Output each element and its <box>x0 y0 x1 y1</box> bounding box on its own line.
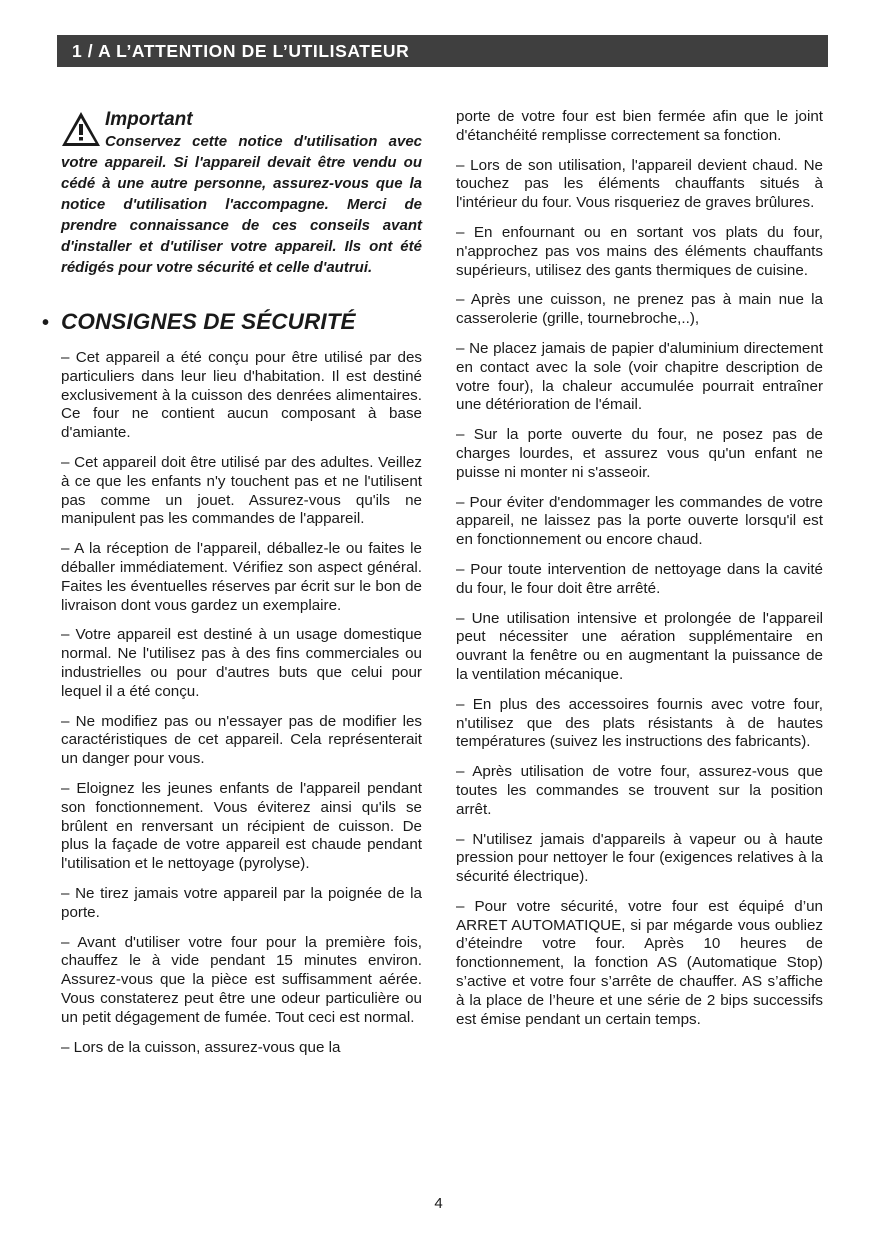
left-column <box>42 108 422 1068</box>
safety-paragraph: – Pour éviter d'endommager les commandes de votre appareil, ne laissez pas la porte ouverte lorsqu'il est en fonctionnement ou encore chaud. <box>456 493 823 549</box>
safety-paragraph: – En plus des accessoires fournis avec votre four, n'utilisez que des plats résistants à de hautes températures (suivez les instructions des fabricants). <box>456 695 823 751</box>
safety-paragraph: – Une utilisation intensive et prolongée de l'appareil peut nécessiter une aération supplémentaire en ouvrant la fenêtre ou en augmentant la puissance de la ventilation mécanique. <box>456 609 823 683</box>
safety-paragraph: – Lors de son utilisation, l'appareil devient chaud. Ne touchez pas les éléments chauffants situés à l'intérieur du four. Vous risqueriez de graves brûlures. <box>456 156 823 212</box>
safety-paragraph: – Eloignez les jeunes enfants de l'appareil pendant son fonctionnement. Vous éviterez ainsi qu'ils se brûlent en renversant un récipient de cuisson. De plus la façade de votre appareil est chaude pendant l'utilisation et le nettoyage (pyrolyse). <box>61 779 422 873</box>
important-notice <box>61 108 422 278</box>
safety-paragraph: – Votre appareil est destiné à un usage domestique normal. Ne l'utilisez pas à des fins commerciales ou industrielles ou pour d'autres buts que celui pour lequel il a été conçu. <box>61 626 422 700</box>
safety-paragraph: – Pour toute intervention de nettoyage dans la cavité du four, le four doit être arrêté. <box>456 560 823 597</box>
bullet-icon: • <box>42 312 50 334</box>
safety-paragraph: – Après une cuisson, ne prenez pas à main nue la casserolerie (grille, tournebroche,..), <box>456 291 823 328</box>
safety-paragraph: – Cet appareil doit être utilisé par des adultes. Veillez à ce que les enfants n'y touchent pas et ne l'utilisent pas comme un jouet. Assurez-vous qu'ils ne manipulent pas les commandes de l'appareil. <box>61 453 422 528</box>
notice-text: Conservez cette notice d'utilisation avec votre appareil. Si l'appareil devait être vendu ou cédé à une autre personne, assurez-vous que la notice d'utilisation l'accompagne. Merci de prendre connaissance de ces conseils avant d'installer et d'utiliser votre appareil. Ils ont été rédigés pour votre sécurité et celle d'autrui. <box>61 133 422 276</box>
page-number: 4 <box>434 1195 443 1212</box>
warning-triangle-icon <box>61 111 101 147</box>
safety-paragraph: porte de votre four est bien fermée afin que le joint d'étanchéité remplisse correctement sa fonction. <box>456 108 823 144</box>
safety-paragraph: – Ne placez jamais de papier d'aluminium directement en contact avec la sole (voir chapitre description de votre four), la chaleur accumulée pourrait entraîner une détérioration de l'émail. <box>456 339 823 414</box>
safety-paragraph: – Avant d'utiliser votre four pour la première fois, chauffez le à vide pendant 15 minutes environ. Assurez-vous que la pièce est suffisamment aérée. Vous constaterez peut être une odeur particulière ou un petit dégagement de fumée. Tout ceci est normal. <box>61 933 422 1026</box>
safety-paragraph: – Ne tirez jamais votre appareil par la poignée de la porte. <box>61 884 422 921</box>
safety-paragraph: – En enfournant ou en sortant vos plats du four, n'approchez pas vos mains des éléments chauffants supérieurs, utilisez des gants thermiques de cuisine. <box>456 223 823 279</box>
safety-paragraph: – Pour votre sécurité, votre four est équipé d’un ARRET AUTOMATIQUE, si par mégarde vous oubliez d’éteindre votre four. Après 10 heures de fonctionnement, la fonction AS (Automatique Stop) s’active et votre four s’arrête de chauffer. AS s’affiche à la place de l’heure et une série de 2 bips successifs est émise pendant un certain temps. <box>456 897 823 1028</box>
safety-paragraph: – Après utilisation de votre four, assurez-vous que toutes les commandes se trouvent sur la position arrêt. <box>456 763 823 818</box>
section-heading-title: CONSIGNES DE SÉCURITÉ <box>61 309 356 334</box>
safety-paragraph: – Ne modifiez pas ou n'essayer pas de modifier les caractéristiques de cet appareil. Cela représenterait un danger pour vous. <box>61 712 422 768</box>
section-header-bar <box>57 35 828 67</box>
notice-title: Important <box>105 109 193 130</box>
safety-paragraph: – N'utilisez jamais d'appareils à vapeur ou à haute pression pour nettoyer le four (exigences relatives à la sécurité électrique). <box>456 830 823 886</box>
safety-paragraph: – A la réception de l'appareil, déballez-le ou faites le déballer immédiatement. Vérifiez son aspect général. Faites les éventuelles réserves par écrit sur le bon de livraison dont vous gardez un exemplaire. <box>61 540 422 614</box>
section-header-title: 1 / A L’ATTENTION DE L’UTILISATEUR <box>72 41 410 61</box>
right-column <box>456 108 823 1040</box>
safety-paragraph: – Sur la porte ouverte du four, ne posez pas de charges lourdes, et assurez vous qu'un enfant ne puisse ni monter ni s'asseoir. <box>456 426 823 481</box>
section-heading <box>42 307 422 338</box>
safety-paragraph: – Lors de la cuisson, assurez-vous que la <box>61 1038 341 1056</box>
safety-paragraph: – Cet appareil a été conçu pour être utilisé par des particuliers dans leur lieu d'habitation. Il est destiné exclusivement à la cuisson des denrées alimentaires. Ce four ne contient aucun composant à base d'amiante. <box>61 349 422 442</box>
